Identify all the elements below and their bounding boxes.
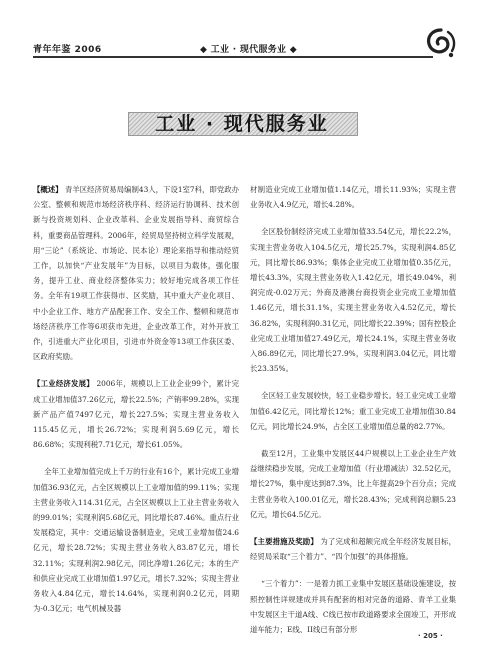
paragraph-text: “三个着力”：一是着力抓工业集中发展区基础设施建设，按照控制性详规建成并具有配套的相对完备的道路、青羊工业集中发展区主干道A线、C线已按市政道路要求全面竣工，开形成道车能力；E线、II线已有部分形: [250, 579, 456, 635]
paragraph: [33, 182, 239, 364]
section-heading: 【主要措施及奖励】: [250, 537, 318, 547]
section-title: ◆ 工业 · 现代服务业 ◆: [200, 45, 297, 55]
paragraph-text: 截至12月，工业集中发展区44户规模以上工业企业生产效益继续稳步发展，完成工业增加值（行业增减法）32.52亿元，增长27%，集中度达到87.3%，比上年提高29个百分点；完成主营业务收入100.01亿元，增长28.43%；完成利润总额5.23亿元，增长64.5亿元。: [250, 449, 456, 519]
page-number: · 205 ·: [418, 632, 443, 640]
paragraph-text: 全区股份制经济完成工业增加值33.54亿元，增长22.2%，实现主营业务收入104.5亿元，增长25.7%，实现利润4.85亿元，同比增长86.93%；集体企业完成工业增加值0.35亿元，增长43.3%，实现主营业务收入1.42亿元，增长49.04%，利润完成-0.02万元；外商及港澳台商投资企业完成工业增加值1.46亿元，增长31.1%，实现主营业务收入4.52亿元，增长36.82%，实现利润0.31亿元，同比增长22.39%；国有控股企业完成工业增加值27.49亿元，增长24.1%，实现主营业务收入86.89亿元，同比增长27.9%，实现利润3.04亿元，同比增长23.35%。: [250, 227, 456, 374]
paragraph: [250, 576, 456, 637]
paragraph: [250, 388, 456, 434]
paragraph-text: 2006年，规模以上工业企业99个，累计完成工业增加值37.26亿元，增长22.5%；产销率99.28%，实现新产品产值7497亿元，增长227.5%；实现主营业务收入115.45亿元，增长26.72%；实现利润5.69亿元，增长86.68%；实现利税7.71亿元，增长61.05%。: [33, 379, 239, 450]
paragraph-text: 全年工业增加值完成上千万的行业有16个，累计完成工业增加值36.93亿元，占全区规模以上工业增加值的99.11%；实现主营业务收入114.31亿元，占全区规模以上工业主营业务收入的99.01%；实现利润5.68亿元，同比增长87.46%。重点行业发展稳定，其中：交通运输设备制造业，完成工业增加值24.6亿元，增长28.72%；实现主营业务收入83.87亿元，增长32.11%；实现利润2.98亿元，同比净增1.26亿元；本的生产和供应业完成工业增加值1.97亿元，增长7.32%；实现主营业务收入4.84亿元，增长14.64%，实现利润0.2亿元，同期为-0.3亿元；电气机械及器: [33, 467, 239, 614]
paragraph-text: 材制造业完成工业增加值1.14亿元，增长11.93%；实现主营业务收入4.9亿元，增长4.28%。: [250, 185, 456, 210]
left-column: [33, 182, 239, 628]
paragraph: [250, 534, 456, 564]
header-rule: [33, 56, 433, 58]
paragraph: [250, 224, 456, 376]
paragraph-text: 全区轻工业发展较快，轻工业稳步增长。轻工业完成工业增加值6.42亿元，同比增长12%；重工业完成工业增加值30.84亿元，同比增长24.9%，占全区工业增加值总量的82.77%。: [250, 391, 456, 431]
right-column: [250, 182, 456, 649]
paragraph: [250, 182, 456, 212]
section-heading: 【工业经济发展】: [33, 379, 94, 389]
paragraph-text: 青羊区经济贸易局编制43人，下设1室7科，即党政办公室、整顿和规范市场经济秩序科、经济运行协调科、技术创新与投资规划科、企业改革科、企业发展指导科、商贸综合科，重要商品管理科。2006年，经贸局坚持树立科学发展观，用“三论”（系统论、市场论、民本论）理论来指导和推动经贸工作，以加快“产业发展年”为目标，以项目为载体，强化服务，提升工业、商业经济整体实力；较好地完成各项工作任务。全年有19项工作获得市、区奖励，其中重大产业化项目、中小企业工作、地方产品配套工作、安全工作、整顿和规范市场经济秩序工作等6项获市先进，企业改革工作，对外开放工作，引进重大产业化项目，引进市外资金等13项工作获区委、区政府奖励。: [33, 185, 239, 362]
section-heading: 【概述】: [33, 185, 63, 194]
swirl-logo-icon: [424, 26, 458, 60]
paragraph: [250, 446, 456, 522]
yearbook-title: 青年年鉴 2006: [33, 45, 102, 55]
paragraph-text: 为了完成和超额完成全年经济发展目标，经贸局采取“三个着力”、“四个加强”的具体措施。: [250, 537, 456, 562]
paragraph: [33, 376, 239, 452]
paragraph: [33, 464, 239, 616]
page-title: 工业 · 现代服务业: [155, 113, 329, 135]
